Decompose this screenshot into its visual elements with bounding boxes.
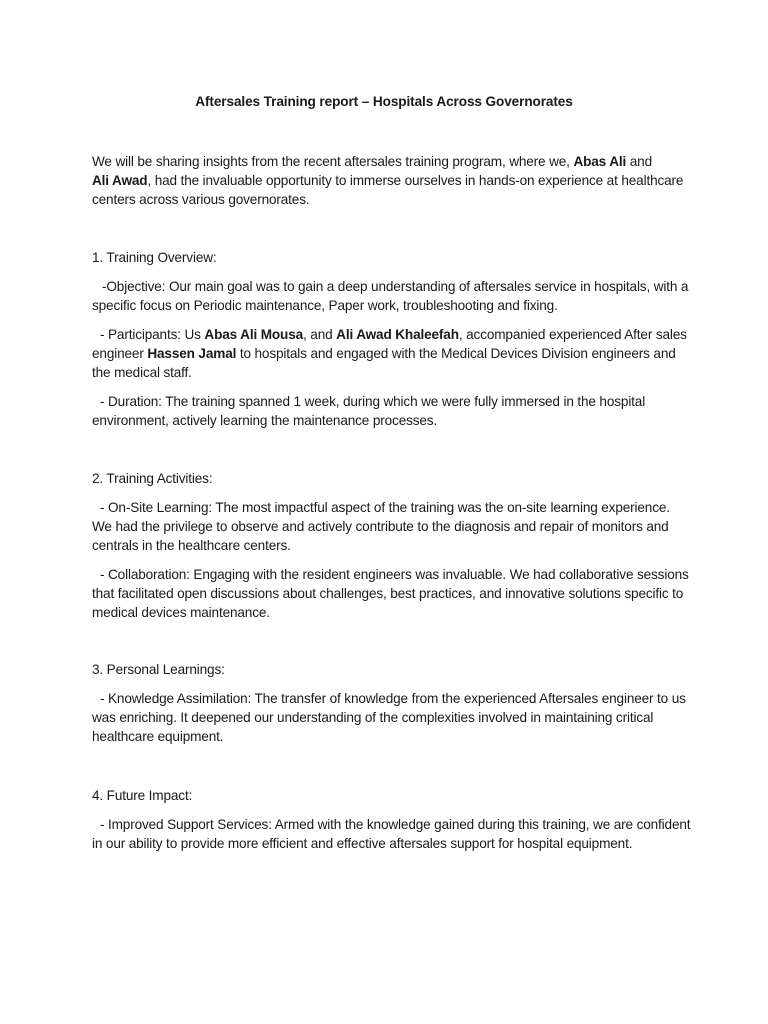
onsite-paragraph (92, 498, 692, 555)
intro-text: , had the invaluable opportunity to immerse ourselves in hands-on experience at healthcare centers across various governorates. (92, 173, 684, 207)
participant-name-2: Ali Awad Khaleefah (336, 327, 459, 342)
section-heading: 4. Future Impact: (92, 788, 193, 803)
intro-text: and (626, 154, 652, 169)
support-text: - Improved Support Services: Armed with the knowledge gained during this training, we are confident in our ability to provide more efficient and effective aftersales support for hospital equipment. (92, 817, 691, 851)
duration-paragraph (92, 392, 692, 430)
section-heading: 1. Training Overview: (92, 250, 217, 265)
participants-text: , accompanied experienced After sales engineer (92, 327, 687, 361)
support-paragraph (92, 815, 692, 853)
collaboration-paragraph (92, 565, 692, 622)
participant-name-3: Hassen Jamal (147, 346, 237, 361)
intro-name-2: Ali Awad (92, 173, 148, 188)
participant-name-1: Abas Ali Mousa (204, 327, 304, 342)
participants-text: - Participants: Us (100, 327, 205, 342)
participants-text: , and (303, 327, 337, 342)
onsite-text: - On-Site Learning: The most impactful aspect of the training was the on-site learning experience. We had the privilege to observe and actively contribute to the diagnosis and repair of monitors and centrals in the healthcare centers. (92, 500, 670, 553)
knowledge-paragraph (92, 689, 692, 746)
section-heading: 3. Personal Learnings: (92, 662, 225, 677)
participants-text: to hospitals and engaged with the Medical Devices Division engineers and the medical staff. (92, 346, 676, 380)
objective-text: -Objective: Our main goal was to gain a deep understanding of aftersales service in hospitals, with a specific focus on Periodic maintenance, Paper work, troubleshooting and fixing. (92, 279, 689, 313)
duration-text: - Duration: The training spanned 1 week, during which we were fully immersed in the hospital environment, actively learning the maintenance processes. (92, 394, 646, 428)
section-heading: 2. Training Activities: (92, 471, 213, 486)
document-title: Aftersales Training report – Hospitals Across Governorates (195, 94, 573, 109)
objective-paragraph (92, 277, 692, 315)
intro-text: We will be sharing insights from the recent aftersales training program, where we, (92, 154, 574, 169)
collaboration-text: - Collaboration: Engaging with the resident engineers was invaluable. We had collaborative sessions that facilitated open discussions about challenges, best practices, and innovative solutions specific to medical devices maintenance. (92, 567, 689, 620)
intro-name-1: Abas Ali (573, 154, 627, 169)
participants-paragraph (92, 325, 692, 382)
knowledge-text: - Knowledge Assimilation: The transfer of knowledge from the experienced Aftersales engineer to us was enriching. It deepened our understanding of the complexities involved in maintaining critical healthcare equipment. (92, 691, 686, 744)
intro-paragraph (92, 152, 692, 209)
